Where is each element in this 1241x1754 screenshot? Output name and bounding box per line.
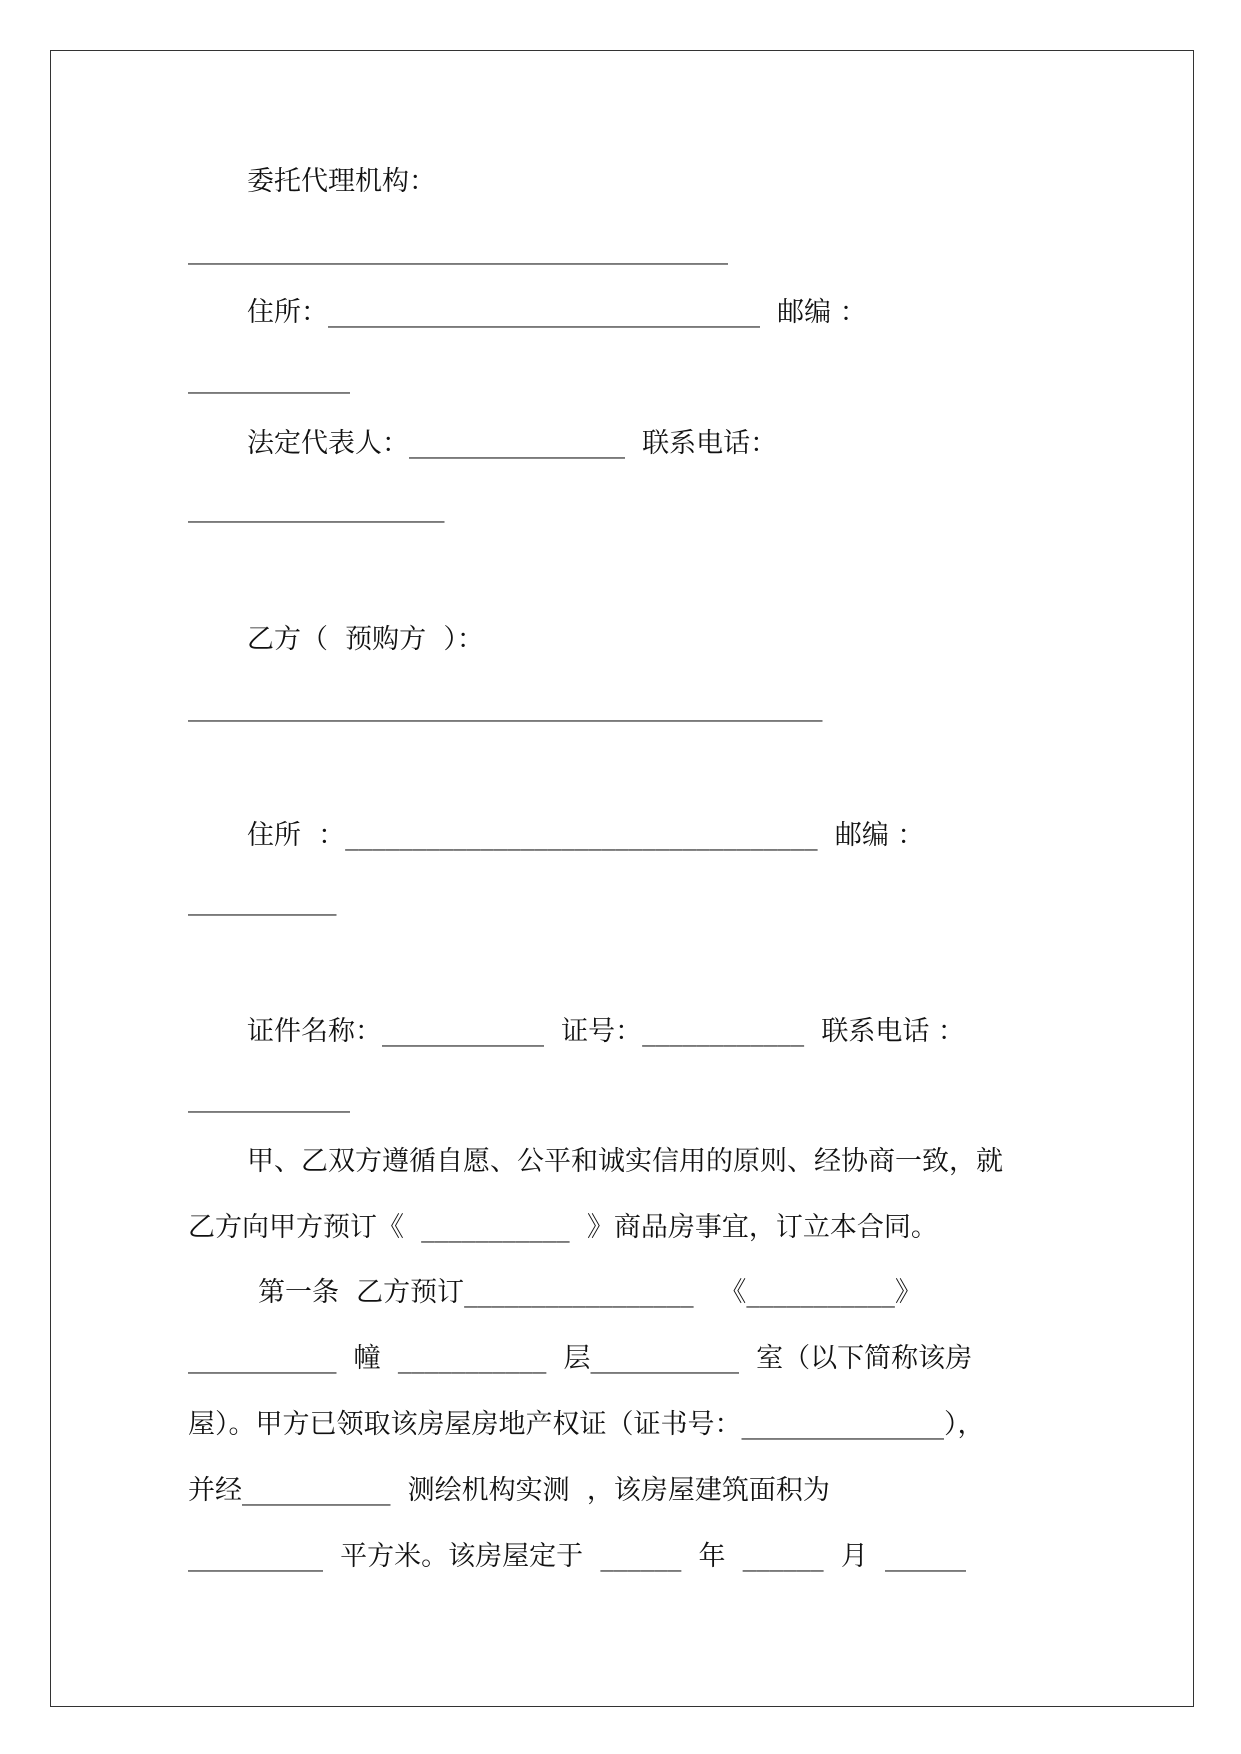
id-phone-blank: ____________ (188, 1082, 350, 1113)
party-b-blank: _______________________________________________ (188, 691, 823, 722)
article-one-line-2: ___________ 幢 ___________ 层___________ 室（以下简称该房 (188, 1343, 973, 1374)
agency-label: 委托代理机构： (247, 166, 436, 197)
agreement-paragraph-line-2: 乙方向甲方预订《 ___________ 》商品房事宜，订立本合同。 (188, 1212, 938, 1243)
party-b-label: 乙方（ 预购方 ）： (247, 624, 484, 655)
article-one-line-3: 屋）。甲方已领取该房屋房地产权证（证书号：_______________）， (188, 1409, 985, 1440)
legal-rep-phone-blank: ___________________ (188, 492, 445, 523)
legal-rep-line: 法定代表人：________________ 联系电话： (247, 428, 778, 459)
id-info-line: 证件名称：____________ 证号：____________ 联系电话 ： (247, 1016, 965, 1047)
agency-postcode-blank: ____________ (188, 363, 350, 394)
agency-address-line: 住所：________________________________ 邮编 ： (247, 297, 867, 328)
agency-blank: ________________________________________ (188, 234, 728, 265)
article-one-line-1: 第一条 乙方预订_________________ 《___________》 (258, 1277, 922, 1308)
party-b-postcode-blank: ___________ (188, 885, 337, 916)
article-one-line-5: __________ 平方米。该房屋定于 ______ 年 ______ 月 ______ (188, 1541, 966, 1572)
party-b-address-line: 住所 ：___________________________________ 邮编 ： (247, 820, 925, 851)
article-one-line-4: 并经___________ 测绘机构实测 ，该房屋建筑面积为 (188, 1475, 830, 1506)
agreement-paragraph-line-1: 甲、乙双方遵循自愿、公平和诚实信用的原则、经协商一致，就 (247, 1146, 1003, 1177)
